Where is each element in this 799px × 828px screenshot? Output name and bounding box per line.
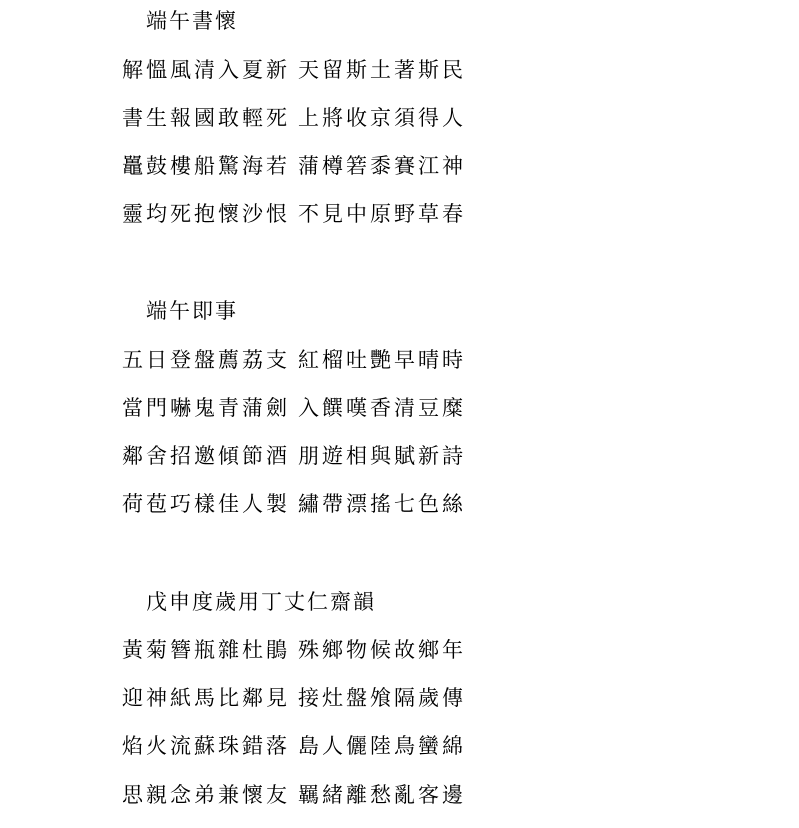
second-hemistich: 上將收京須得人 — [298, 106, 466, 130]
first-hemistich: 靈均死抱懷沙恨 — [122, 202, 290, 226]
poem-line — [122, 201, 466, 227]
second-hemistich: 紅榴吐艷早晴時 — [298, 348, 466, 372]
first-hemistich: 五日登盤薦荔支 — [122, 348, 290, 372]
second-hemistich: 接灶盤飧隔歲傳 — [298, 686, 466, 710]
poem-line — [122, 57, 466, 83]
poem-line — [122, 685, 466, 711]
poem-title: 端午書懷 — [146, 9, 238, 33]
poem-line — [122, 347, 466, 373]
first-hemistich: 荷苞巧樣佳人製 — [122, 492, 290, 516]
first-hemistich: 黃菊簪瓶雜杜鵑 — [122, 638, 290, 662]
first-hemistich: 書生報國敢輕死 — [122, 106, 290, 130]
second-hemistich: 繡帶漂搖七色絲 — [298, 492, 466, 516]
first-hemistich: 鄰舍招邀傾節酒 — [122, 444, 290, 468]
poem-title: 端午即事 — [146, 299, 238, 323]
second-hemistich: 島人儷陸鳥蠻綿 — [298, 734, 466, 758]
poem-line — [122, 782, 466, 808]
first-hemistich: 當門嚇鬼青蒲劍 — [122, 396, 290, 420]
first-hemistich: 焰火流蘇珠錯落 — [122, 734, 290, 758]
second-hemistich: 入饌嘆香清豆糜 — [298, 396, 466, 420]
poem-line — [122, 105, 466, 131]
second-hemistich: 天留斯土著斯民 — [298, 58, 466, 82]
first-hemistich: 解慍風清入夏新 — [122, 58, 290, 82]
poem-line — [122, 733, 466, 759]
second-hemistich: 朋遊相與賦新詩 — [298, 444, 466, 468]
first-hemistich: 迎神紙馬比鄰見 — [122, 686, 290, 710]
poem-line — [122, 443, 466, 469]
poem-line — [122, 153, 466, 179]
second-hemistich: 不見中原野草春 — [298, 202, 466, 226]
poem-line — [122, 637, 466, 663]
poem-line — [122, 491, 466, 517]
poem-title: 戊申度歲用丁丈仁齋韻 — [146, 590, 376, 614]
second-hemistich: 殊鄉物候故鄉年 — [298, 638, 466, 662]
first-hemistich: 鼉鼓樓船驚海若 — [122, 154, 290, 178]
second-hemistich: 羈緒離愁亂客邊 — [298, 783, 466, 807]
poem-line — [122, 395, 466, 421]
first-hemistich: 思親念弟兼懷友 — [122, 783, 290, 807]
second-hemistich: 蒲樽箬黍賽江神 — [298, 154, 466, 178]
